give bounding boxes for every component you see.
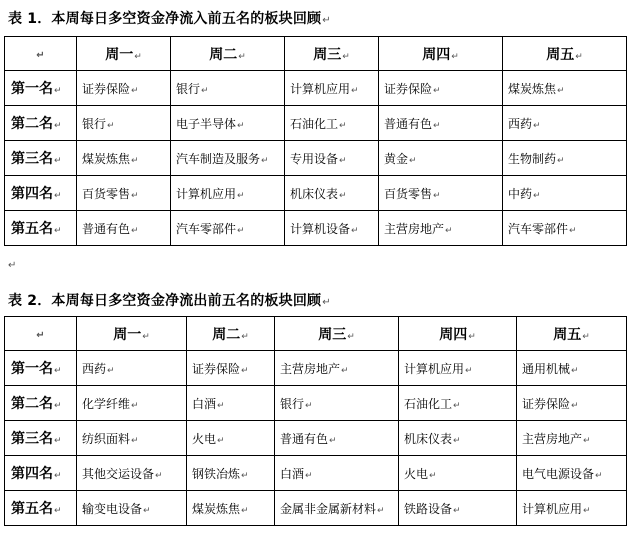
table1-sector-cell: 计算机应用↵ [171,176,285,211]
table1-sector-cell: 黄金↵ [379,141,503,176]
table2-sector-cell: 机床仪表↵ [399,421,517,456]
table2-rank-label: 第一名↵ [5,351,77,386]
table2-sector-cell: 计算机应用↵ [517,491,627,526]
table1-header-wed: 周三↵ [285,37,379,71]
table2-sector-cell: 证券保险↵ [187,351,275,386]
table1-sector-cell: 证券保险↵ [379,71,503,106]
table1-row [5,176,627,211]
table2-rank-label: 第四名↵ [5,456,77,491]
table2-header-thu: 周四↵ [399,317,517,351]
table1-corner-cell: ↵ [5,37,77,71]
table2 [4,316,627,526]
table1-sector-cell: 电子半导体↵ [171,106,285,141]
table2-sector-cell: 计算机应用↵ [399,351,517,386]
table2-sector-cell: 通用机械↵ [517,351,627,386]
table1-sector-cell: 石油化工↵ [285,106,379,141]
table2-row [5,456,627,491]
table2-rank-label: 第三名↵ [5,421,77,456]
table1-title: 表 1．本周每日多空资金净流入前五名的板块回顾↵ [8,11,331,27]
paragraph-mark: ↵ [8,260,17,271]
table1-header-tue: 周二↵ [171,37,285,71]
table1-sector-cell: 汽车零部件↵ [503,211,627,246]
table1-sector-cell: 普通有色↵ [77,211,171,246]
table2-sector-cell: 普通有色↵ [275,421,399,456]
table2-sector-cell: 火电↵ [187,421,275,456]
table1-row [5,106,627,141]
table1 [4,36,627,246]
table1-sector-cell: 机床仪表↵ [285,176,379,211]
table2-rank-label: 第五名↵ [5,491,77,526]
table2-sector-cell: 铁路设备↵ [399,491,517,526]
table1-sector-cell: 证券保险↵ [77,71,171,106]
table2-header-fri: 周五↵ [517,317,627,351]
table2-sector-cell: 证券保险↵ [517,386,627,421]
table1-sector-cell: 主营房地产↵ [379,211,503,246]
table2-row [5,491,627,526]
table1-rank-label: 第二名↵ [5,106,77,141]
table1-sector-cell: 生物制药↵ [503,141,627,176]
table1-sector-cell: 百货零售↵ [77,176,171,211]
table2-sector-cell: 电气电源设备↵ [517,456,627,491]
table2-sector-cell: 钢铁冶炼↵ [187,456,275,491]
table1-sector-cell: 煤炭炼焦↵ [503,71,627,106]
table2-sector-cell: 纺织面料↵ [77,421,187,456]
table2-corner-cell: ↵ [5,317,77,351]
table1-row [5,211,627,246]
table1-header-fri: 周五↵ [503,37,627,71]
table1-header-thu: 周四↵ [379,37,503,71]
table1-sector-cell: 西药↵ [503,106,627,141]
table2-rank-label: 第二名↵ [5,386,77,421]
table1-sector-cell: 百货零售↵ [379,176,503,211]
table1-header-mon: 周一↵ [77,37,171,71]
table2-sector-cell: 其他交运设备↵ [77,456,187,491]
table2-sector-cell: 主营房地产↵ [517,421,627,456]
table1-sector-cell: 汽车制造及服务↵ [171,141,285,176]
table1-row [5,71,627,106]
table2-row [5,386,627,421]
table2-row [5,421,627,456]
table2-sector-cell: 火电↵ [399,456,517,491]
table1-sector-cell: 计算机设备↵ [285,211,379,246]
table2-header-wed: 周三↵ [275,317,399,351]
table1-sector-cell: 汽车零部件↵ [171,211,285,246]
table1-sector-cell: 专用设备↵ [285,141,379,176]
table2-sector-cell: 输变电设备↵ [77,491,187,526]
table1-row [5,141,627,176]
table1-sector-cell: 银行↵ [77,106,171,141]
table2-header-tue: 周二↵ [187,317,275,351]
table2-sector-cell: 白酒↵ [275,456,399,491]
table1-sector-cell: 中药↵ [503,176,627,211]
table1-sector-cell: 煤炭炼焦↵ [77,141,171,176]
table1-sector-cell: 普通有色↵ [379,106,503,141]
table2-title: 表 2．本周每日多空资金净流出前五名的板块回顾↵ [8,293,331,309]
table1-rank-label: 第四名↵ [5,176,77,211]
table2-header-row [5,317,627,351]
table2-sector-cell: 主营房地产↵ [275,351,399,386]
table2-header-mon: 周一↵ [77,317,187,351]
table2-sector-cell: 金属非金属新材料↵ [275,491,399,526]
table1-rank-label: 第三名↵ [5,141,77,176]
table2-sector-cell: 煤炭炼焦↵ [187,491,275,526]
table1-sector-cell: 银行↵ [171,71,285,106]
table1-rank-label: 第一名↵ [5,71,77,106]
table2-sector-cell: 石油化工↵ [399,386,517,421]
table2-sector-cell: 化学纤维↵ [77,386,187,421]
table1-rank-label: 第五名↵ [5,211,77,246]
table1-sector-cell: 计算机应用↵ [285,71,379,106]
table2-sector-cell: 银行↵ [275,386,399,421]
table1-header-row [5,37,627,71]
table2-sector-cell: 西药↵ [77,351,187,386]
table2-row [5,351,627,386]
table2-sector-cell: 白酒↵ [187,386,275,421]
